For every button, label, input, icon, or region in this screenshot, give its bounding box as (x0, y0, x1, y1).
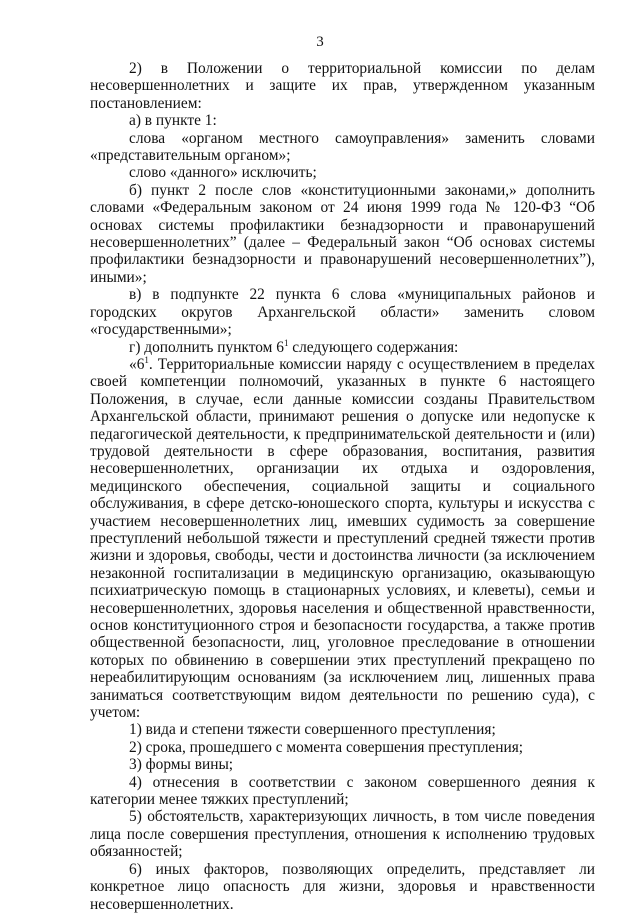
criteria-item-5: 5) обстоятельств, характеризующих личность, в том числе поведения лица после совершения преступления, отношения к исполнению трудовых обязанностей; (90, 808, 595, 861)
new-point-superscript: 1 (144, 354, 149, 365)
paragraph-subitem-v: в) в подпункте 22 пункта 6 слова «муниципальных районов и городских округов Архангельской области» заменить словом «государственными»; (90, 286, 595, 339)
criteria-item-1: 1) вида и степени тяжести совершенного преступления; (129, 721, 496, 739)
paragraph-new-point (90, 356, 595, 722)
page-number: 3 (316, 34, 324, 50)
new-point-number: «6 (129, 355, 145, 373)
subitem-g-superscript: 1 (283, 337, 289, 348)
criteria-item-2: 2) срока, прошедшего с момента совершения преступления; (129, 738, 524, 756)
criteria-item-3: 3) формы вины; (129, 756, 234, 774)
subitem-g-text-end: следующего содержания: (288, 338, 459, 356)
paragraph-subitem-g (90, 339, 595, 356)
subitem-g-text: г) дополнить пунктом 6 (129, 338, 284, 356)
new-point-text: . Территориальные комиссии наряду с осуществлением в пределах своей компетенции полномочий, указанных в пункте 6 настоящего Положения, в случае, если данные комиссии созданы Правительством Архангельской области, принимают решения о допуске или недопуске к педагогической деятельности, к предпринимательской деятельности и (или) трудовой деятельности в сфере образования, воспитания, развития несовершеннолетних, организации их отдыха и оздоровления, медицинского обеспечения, социальной защиты и социального обслуживания, в сфере детско-юношеского спорта, культуры и искусства с участием несовершеннолетних лиц, имевших судимость за совершение преступлений небольшой тяжести и преступлений средней тяжести против жизни и здоровья, свободы, чести и достоинства личности (за исключением незаконной госпитализации в медицинскую организацию, оказывающую психиатрическую помощь в стационарных условиях, и клеветы), семьи и несовершеннолетних, здоровья населения и общественной нравственности, основ конституционного строя и безопасности государства, а также против общественной безопасности, лиц, уголовное преследование в отношении которых по обвинению в совершении этих преступлений прекращено по нереабилитирующим основаниям (за исключением лиц, лишенных права заниматься соответствующим видом деятельности по решению суда), с учетом: (90, 355, 595, 722)
paragraph-replace-words: слова «органом местного самоуправления» заменить словами «представительным органом»; (90, 129, 595, 165)
paragraph-subitem-b: б) пункт 2 после слов «конституционными законами,» дополнить словами «Федеральным законом от 24 июня 1999 года № 120-ФЗ “Об основах системы профилактики безнадзорности и правонарушений несовершеннолетних” (далее – Федеральный закон “Об основах системы профилактики безнадзорности и правонарушений несовершеннолетних”), иными»; (90, 181, 595, 286)
criteria-item-4: 4) отнесения в соответствии с законом совершенного деяния к категории менее тяжких преступлений; (90, 773, 595, 809)
criteria-item-6: 6) иных факторов, позволяющих определить, представляет ли конкретное лицо опасность для жизни, здоровья и нравственности несовершеннолетних. (90, 860, 595, 913)
paragraph-subitem-a: а) в пункте 1: (129, 112, 217, 130)
document-body (90, 60, 595, 913)
paragraph-item-2: 2) в Положении о территориальной комиссии по делам несовершеннолетних и защите их прав, утвержденном указанным постановлением: (90, 60, 595, 112)
paragraph-exclude-word: слово «данного» исключить; (129, 164, 317, 182)
